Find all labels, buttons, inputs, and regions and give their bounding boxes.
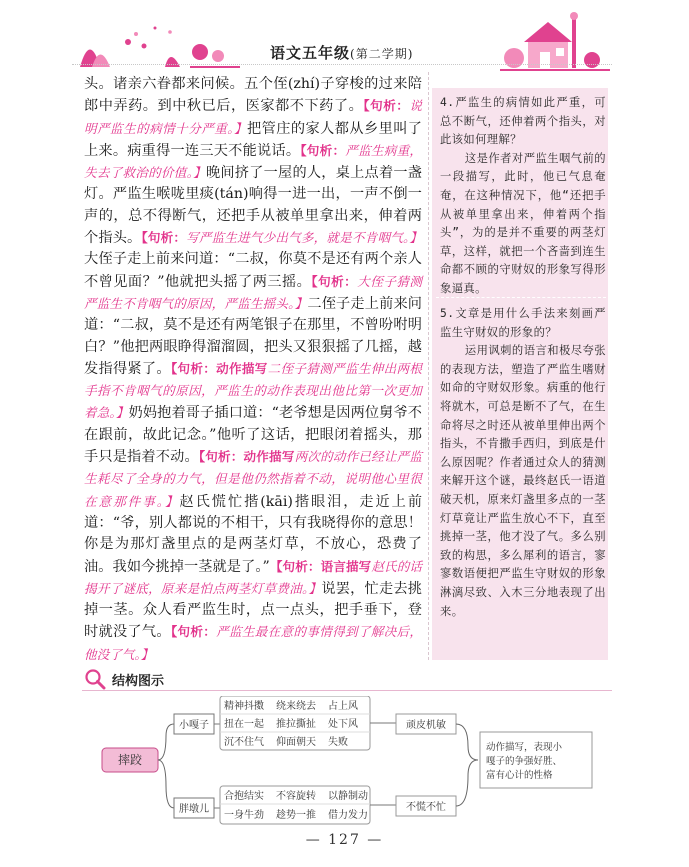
story-text: 赵氏慌忙揩(kāi)揩眼泪，走近上前道：“爷，别人都说的不相干，只有我晓得你的意思！你是为那灯盏里点的是两茎灯草，不放心，恐费了油。我如今挑掉一茎就是了。” <box>84 493 423 575</box>
story-text: 说罢，忙走去挑掉一茎。众人看严监生时，点一点头，把手垂下，登时就没了气。 <box>84 580 422 641</box>
action-cell: 不容旋转 <box>276 791 316 802</box>
action-cell: 占上风 <box>328 701 358 712</box>
action-cell: 扭在一起 <box>224 719 264 730</box>
header-rule <box>72 64 612 65</box>
action-cell: 以静制动 <box>328 791 368 802</box>
action-cell: 仰面朝天 <box>276 737 316 748</box>
question-5-block <box>440 305 606 621</box>
column-divider <box>428 72 429 660</box>
structure-diagram <box>96 696 596 828</box>
answer-4: 这是作者对严监生咽气前的一段描写，此时，他已气息奄奄，在这种情况下，他“还把手从被单里拿出来，伸着两个指头”，为的是并不重要的两茎灯草，这样，就把一个吝啬到连生命都不顾的守财奴的形象写得形象逼真。 <box>440 151 606 295</box>
sentence-analysis-note: 【句析：写严监生进气少出气多，就是不肯咽气。】 <box>141 230 422 246</box>
answer-5: 运用讽刺的语言和极尽夸张的表现方法，塑造了严监生嗜财如命的守财奴形象。病重的他行将就木，可总是断不了气，在生命将尽之时还从被单里伸出两个指头，不肯撒手西归，到底是什么原因呢？作者通过众人的猜测来解开这个谜，最终赵氏一语道破天机，原来灯盏里多点的一茎灯草竟让严监生放心不下，直至挑掉一茎，他才没了气。多么别致的构思，多么犀利的语言，寥寥数语便把严监生守财奴的形象淋漓尽致、入木三分地表现了出来。 <box>440 344 606 618</box>
boy-label: 小嘎子 <box>179 720 209 731</box>
page-number: — 127 — <box>305 832 384 848</box>
summary-line: 动作描写，表现小 <box>486 742 563 753</box>
action-cell: 失败 <box>328 737 348 748</box>
sentence-analysis-note: 【句析：说明严监生的病情十分严重。】 <box>84 98 422 136</box>
action-cell: 合抱结实 <box>224 791 264 802</box>
section-title: 结构图示 <box>112 673 165 689</box>
section-header <box>84 668 164 690</box>
action-cell: 一身牛劲 <box>224 810 264 821</box>
summary-line: 富有心计的性格 <box>486 770 553 781</box>
boy-label: 胖墩儿 <box>179 804 209 815</box>
main-text-column <box>84 74 422 666</box>
root-label: 摔跤 <box>117 753 143 767</box>
story-text: 大侄子走上前来问道：“二叔，你莫不是还有两个亲人不曾见面？”他就把头摇了两三摇。 <box>84 251 422 290</box>
page-title: 语文五年级(第二学期) <box>270 44 414 62</box>
sentence-analysis-note: 【句析：动作描写二侄子猜测严监生伸出两根手指不肯咽气的原因，严监生的动作表现出他比第一次更加着急。】 <box>84 360 422 421</box>
story-text: 晚间挤了一屋的人，桌上点着一盏灯。严监生喉咙里痰(tán)响得一进一出，一声不倒一声的，总不得断气，还把手从被单里拿出来，伸着两个指头。 <box>84 165 422 247</box>
trait-label: 顽皮机敏 <box>406 720 446 731</box>
story-text: 头。诸亲六眷都来问候。五个侄(zhí)子穿梭的过来陪郎中弄药。到中秋已后，医家都不下药了。 <box>84 76 422 115</box>
panel-separator <box>436 297 606 298</box>
action-cell: 推拉撕扯 <box>276 719 316 730</box>
sentence-analysis-note: 【句析：严监生病重，失去了救治的价值。】 <box>84 142 422 181</box>
question-4: 4.严监生的病情如此严重，可总不断气，还伸着两个指头，对此该如何理解？ <box>440 96 606 147</box>
page-header <box>0 0 689 78</box>
sentence-analysis-note: 【句析：严监生最在意的事情得到了解决后，他没了气。】 <box>84 624 422 662</box>
trait-label: 不慌不忙 <box>406 802 446 813</box>
story-text: 把管庄的家人都从乡里叫了上来。病重得一连三天不能说话。 <box>84 120 422 159</box>
decorative-house-icon <box>500 10 610 76</box>
action-cell: 借力发力 <box>328 810 368 821</box>
story-paragraph <box>84 74 422 666</box>
connector <box>158 760 174 808</box>
sentence-analysis-note: 【句析：动作描写两次的动作已经让严监生耗尽了全身的力气，但是他仍然指着不动，说明他心里很在意那件事。】 <box>84 449 422 509</box>
magnifier-icon <box>84 668 106 690</box>
question-5: 5.文章是用什么手法来刻画严监生守财奴的形象的？ <box>440 307 606 339</box>
summary-line: 嘎子的争强好胜、 <box>486 756 563 767</box>
sentence-analysis-note: 【句析：大侄子猜测严监生不肯咽气的原因，严监生摇头。】 <box>84 273 422 311</box>
section-rule <box>82 690 612 691</box>
connector <box>456 724 478 806</box>
story-text: 奶妈抱着哥子插口道：“老爷想是因两位舅爷不在跟前，故此记念。”他听了这话，把眼闭着摇头，那手只是指着不动。 <box>84 405 422 466</box>
action-cell: 处下风 <box>328 719 358 730</box>
action-cell: 绕来绕去 <box>276 701 316 712</box>
action-cell: 趁势一推 <box>276 810 316 821</box>
sentence-analysis-note: 【句析：语言描写赵氏的话揭开了谜底，原来是怕点两茎灯草费油。】 <box>84 558 423 596</box>
connector <box>158 724 174 760</box>
story-text: 二侄子走上前来问道：“二叔，莫不是还有两笔银子在那里，不曾吩咐明白？”他把两眼睁得溜溜圆，把头又狠狠摇了几摇，越发指得紧了。 <box>84 295 422 377</box>
action-cell: 精神抖擞 <box>224 701 264 712</box>
question-4-block <box>440 94 606 299</box>
action-cell: 沉不住气 <box>224 737 264 748</box>
